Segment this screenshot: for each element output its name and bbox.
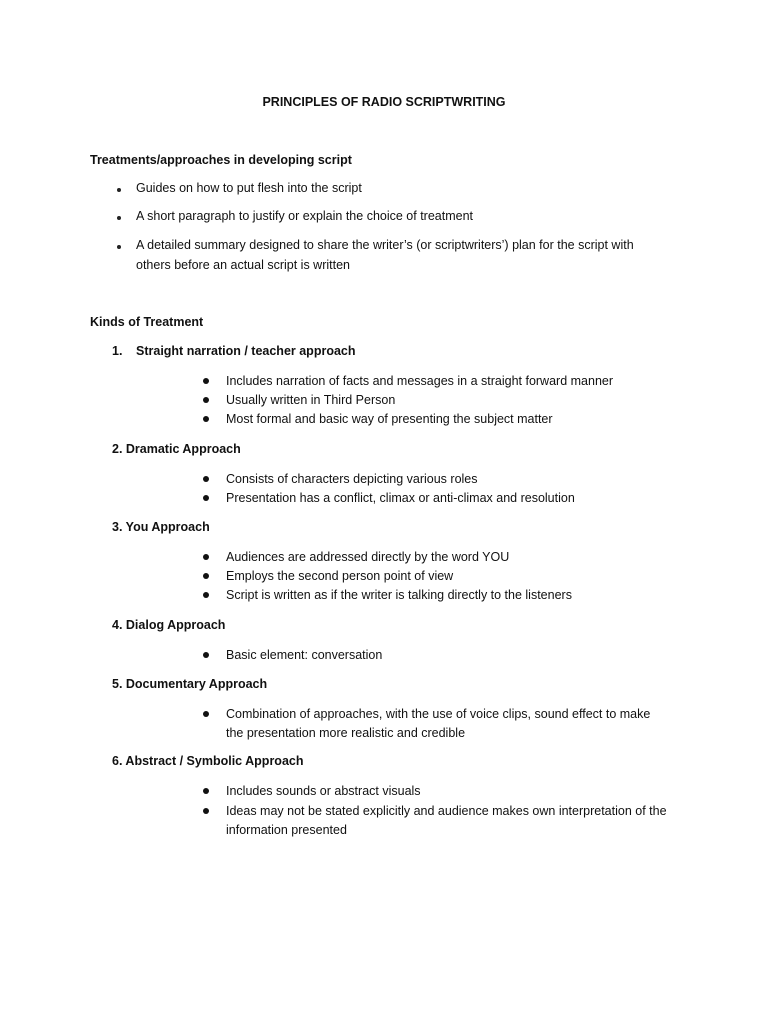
bullet-icon — [203, 592, 209, 598]
bullet-icon — [203, 711, 209, 717]
section-6-bullet-2-continued: information presented — [226, 823, 347, 837]
section-1-number: 1. — [112, 344, 123, 358]
bullet-icon — [203, 416, 209, 422]
section-5-bullet-1-continued: the presentation more realistic and credible — [226, 726, 466, 740]
section-1-bullet-3: Most formal and basic way of presenting the subject matter — [226, 412, 553, 426]
section-1-bullet-2: Usually written in Third Person — [226, 393, 396, 407]
section-1-title: Straight narration / teacher approach — [136, 344, 356, 358]
section-3-bullet-2: Employs the second person point of view — [226, 569, 454, 583]
bullet-icon — [203, 378, 209, 384]
section-4-title: 4. Dialog Approach — [112, 618, 226, 632]
section-4-bullet-1: Basic element: conversation — [226, 648, 383, 662]
treatments-bullet-2: A short paragraph to justify or explain the choice of treatment — [136, 209, 473, 223]
section-2-bullet-1: Consists of characters depicting various roles — [226, 472, 478, 486]
bullet-icon — [117, 216, 121, 220]
bullet-icon — [203, 495, 209, 501]
bullet-icon — [203, 808, 209, 814]
section-2-bullet-2: Presentation has a conflict, climax or anti-climax and resolution — [226, 491, 575, 505]
treatments-bullet-3: A detailed summary designed to share the writer’s (or scriptwriters’) plan for the script with — [136, 238, 634, 252]
treatments-bullet-1: Guides on how to put flesh into the script — [136, 181, 362, 195]
section-6-title: 6. Abstract / Symbolic Approach — [112, 754, 304, 768]
section-3-bullet-1: Audiences are addressed directly by the word YOU — [226, 550, 510, 564]
treatments-heading: Treatments/approaches in developing script — [90, 153, 352, 167]
section-6-bullet-2: Ideas may not be stated explicitly and audience makes own interpretation of the — [226, 804, 667, 818]
bullet-icon — [203, 476, 209, 482]
section-1-bullet-1: Includes narration of facts and messages in a straight forward manner — [226, 374, 614, 388]
section-3-title: 3. You Approach — [112, 520, 210, 534]
section-6-bullet-1: Includes sounds or abstract visuals — [226, 784, 421, 798]
document-title: PRINCIPLES OF RADIO SCRIPTWRITING — [262, 95, 506, 109]
bullet-icon — [203, 397, 209, 403]
section-5-bullet-1: Combination of approaches, with the use of voice clips, sound effect to make — [226, 707, 651, 721]
bullet-icon — [203, 652, 209, 658]
section-2-title: 2. Dramatic Approach — [112, 442, 241, 456]
section-3-bullet-3: Script is written as if the writer is talking directly to the listeners — [226, 588, 572, 602]
section-5-title: 5. Documentary Approach — [112, 677, 268, 691]
bullet-icon — [117, 245, 121, 249]
bullet-icon — [203, 573, 209, 579]
treatments-bullet-3-continued: others before an actual script is written — [136, 258, 350, 272]
bullet-icon — [203, 788, 209, 794]
kinds-heading: Kinds of Treatment — [90, 315, 204, 329]
bullet-icon — [117, 188, 121, 192]
bullet-icon — [203, 554, 209, 560]
